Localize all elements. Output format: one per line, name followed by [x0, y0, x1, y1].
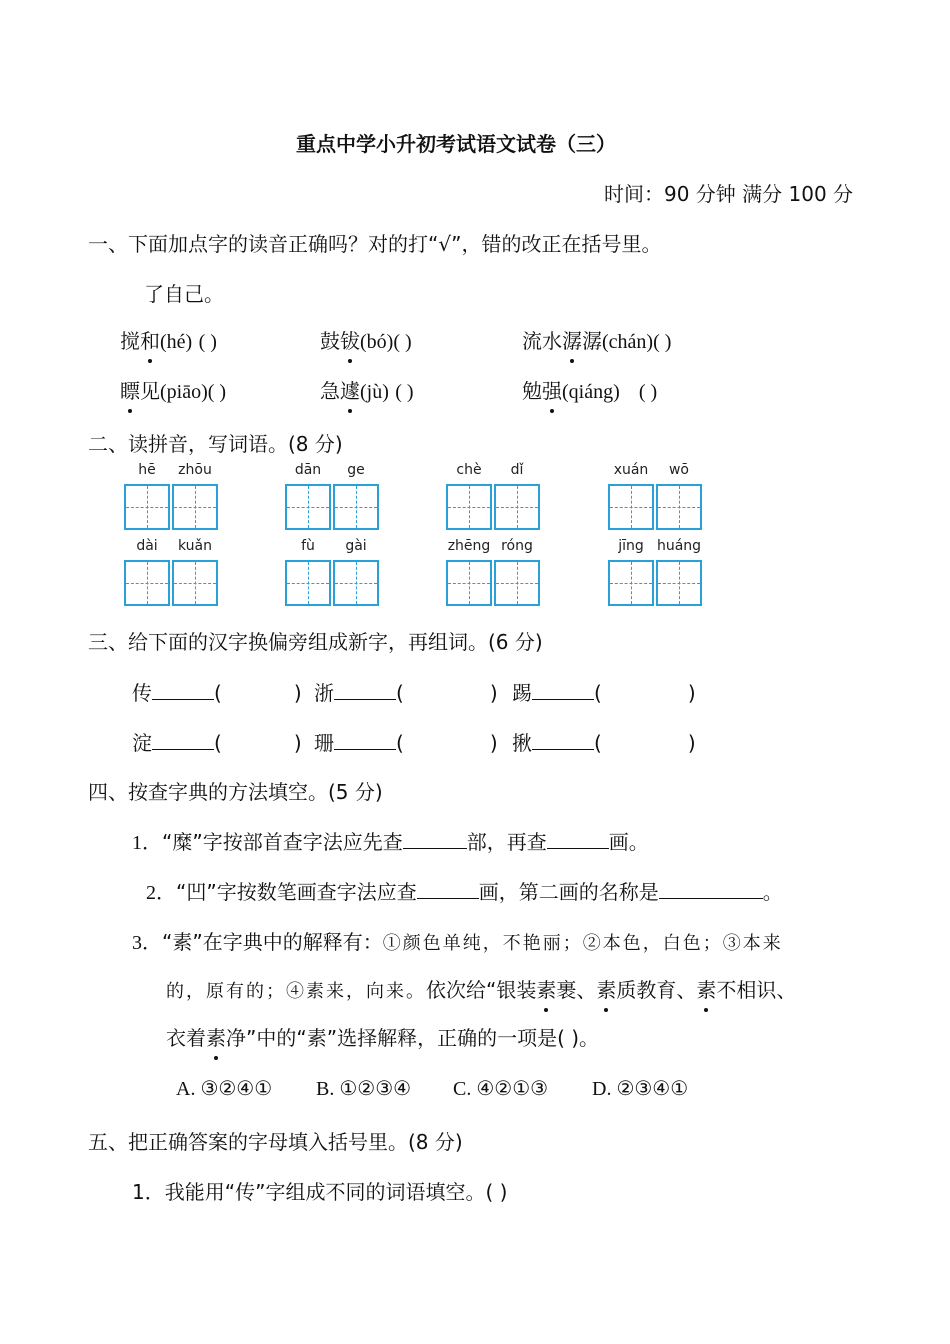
section3-heading: 三、给下面的汉字换偏旁组成新字，再组词。(6 分) [88, 630, 543, 654]
radical-item: 揪 ( ) [512, 731, 696, 755]
pinyin-word-grid [608, 462, 704, 532]
writing-cell[interactable] [333, 560, 379, 606]
page-title: 重点中学小升初考试语文试卷（三） [296, 132, 616, 156]
radical-item: 踢 ( ) [512, 681, 696, 705]
writing-cell[interactable] [172, 484, 218, 530]
option-b: B. ①②③④ [316, 1078, 412, 1100]
question-4-3-line1: 3．“素”在字典中的解释有：①颜色单纯，不艳丽；②本色，白色；③本来 [132, 930, 783, 954]
pinyin-label: kuǎn [177, 538, 212, 554]
pronunciation-item: 瞟见(piāo)( ) [120, 375, 226, 404]
pinyin-label: gài [345, 538, 367, 554]
writing-cell[interactable] [124, 560, 170, 606]
writing-cell[interactable] [494, 484, 540, 530]
writing-cell[interactable] [124, 484, 170, 530]
writing-cell[interactable] [446, 560, 492, 606]
pinyin-label: hē [138, 462, 156, 478]
pinyin-label: wō [668, 462, 689, 478]
pinyin-word-grid [285, 538, 381, 608]
pinyin-label: róng [501, 538, 533, 554]
section2-heading: 二、读拼音，写词语。(8 分) [88, 432, 343, 456]
pinyin-label: ge [347, 462, 365, 478]
pinyin-label: zhōu [178, 462, 212, 478]
pronunciation-item: 急遽(jù) ( ) [320, 375, 414, 404]
section5-heading: 五、把正确答案的字母填入括号里。(8 分) [88, 1130, 463, 1154]
writing-cell[interactable] [333, 484, 379, 530]
pinyin-word-grid [124, 538, 220, 608]
pinyin-word-grid [446, 538, 542, 608]
pinyin-label: fù [301, 538, 315, 554]
writing-cell[interactable] [494, 560, 540, 606]
writing-cell[interactable] [285, 484, 331, 530]
time-info: 时间：90 分钟 满分 100 分 [604, 182, 854, 206]
writing-cell[interactable] [608, 560, 654, 606]
writing-cell[interactable] [446, 484, 492, 530]
pinyin-label: dān [294, 462, 322, 478]
radical-item: 传 ( ) [132, 681, 302, 705]
section4-heading: 四、按查字典的方法填空。(5 分) [88, 780, 383, 804]
pinyin-word-grid [608, 538, 704, 608]
pinyin-word-grid [446, 462, 542, 532]
writing-cell[interactable] [172, 560, 218, 606]
pinyin-word-grid [124, 462, 220, 532]
pinyin-label: zhēng [447, 538, 491, 554]
pinyin-label: huáng [656, 538, 702, 554]
section1-heading: 一、下面加点字的读音正确吗？对的打“√”，错的改正在括号里。 [88, 232, 662, 256]
writing-cell[interactable] [285, 560, 331, 606]
pinyin-label: jīng [618, 538, 644, 554]
question-5-1: 1．我能用“传”字组成不同的词语填空。( ) [132, 1180, 508, 1204]
radical-item: 淀 ( ) [132, 731, 302, 755]
question-4-1: 1．“糜”字按部首查字法应先查 部，再查 画。 [132, 830, 649, 854]
pronunciation-item: 搅和(hé) ( ) [120, 325, 217, 354]
question-4-3-line3: 衣着素净”中的“素”选择解释，正确的一项是( )。 [166, 1022, 599, 1051]
radical-item: 浙 ( ) [314, 681, 498, 705]
option-d: D. ②③④① [592, 1078, 689, 1100]
writing-cell[interactable] [656, 484, 702, 530]
pinyin-label: dǐ [510, 462, 524, 478]
pronunciation-item: 鼓钹(bó)( ) [320, 325, 412, 354]
section1-note: 了自己。 [144, 282, 224, 306]
question-4-2: 2．“凹”字按数笔画查字法应查 画，第二画的名称是 。 [146, 880, 783, 904]
option-a: A. ③②④① [176, 1078, 273, 1100]
writing-cell[interactable] [608, 484, 654, 530]
pinyin-label: chè [456, 462, 482, 478]
pronunciation-item: 勉强(qiáng) ( ) [522, 375, 657, 404]
writing-cell[interactable] [656, 560, 702, 606]
pronunciation-item: 流水潺潺(chán)( ) [522, 325, 671, 354]
pinyin-label: dài [136, 538, 158, 554]
pinyin-word-grid [285, 462, 381, 532]
question-4-3-line2: 的，原有的；④素来，向来。依次给“银装素裹、素质教育、素不相识、 [166, 974, 796, 1003]
pinyin-label: xuán [613, 462, 649, 478]
radical-item: 珊 ( ) [314, 731, 498, 755]
option-c: C. ④②①③ [453, 1078, 549, 1100]
